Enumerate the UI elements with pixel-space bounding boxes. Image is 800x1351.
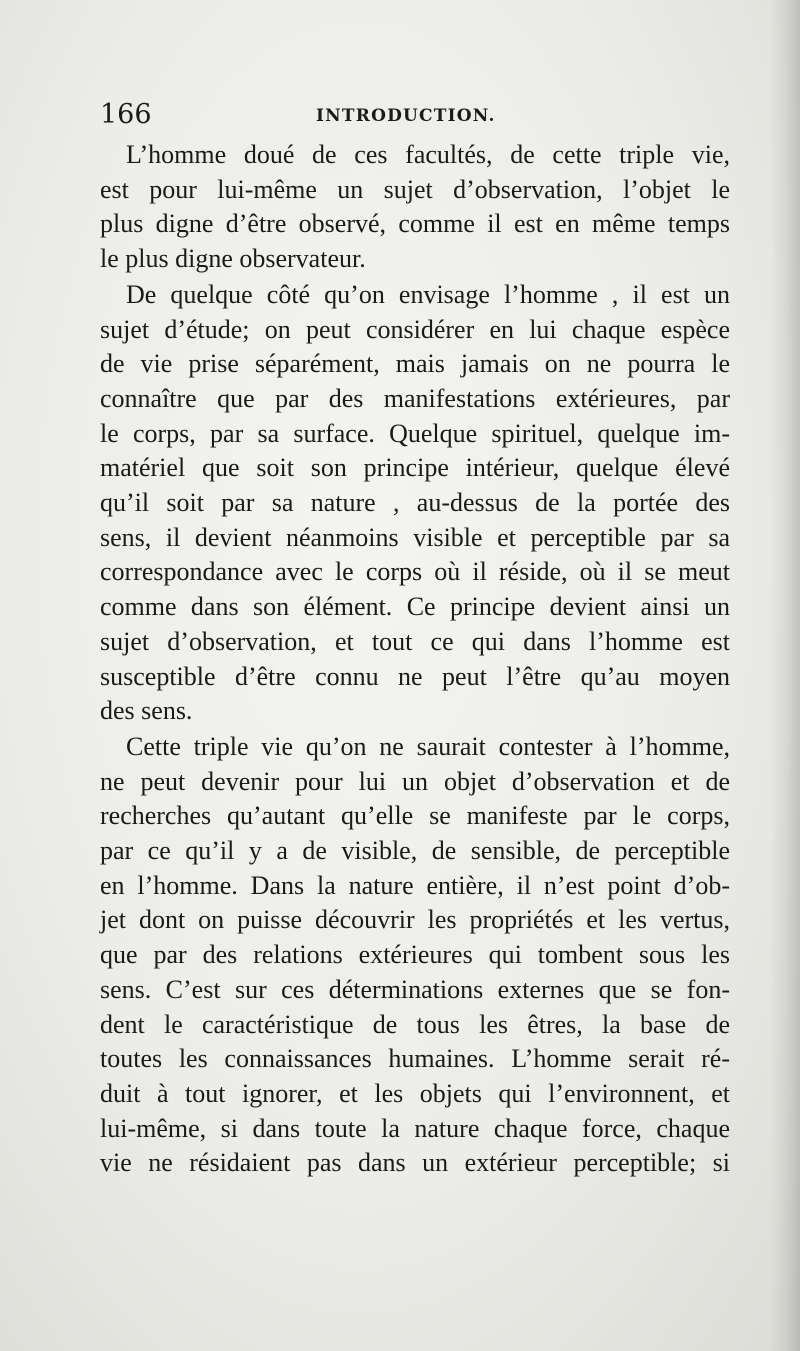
text-line: sens, il devient néanmoins visible et perceptible par sa [100, 522, 730, 552]
text-line: dent le caractéristique de tous les êtres, la base de [100, 1009, 730, 1039]
page-edge-shadow [770, 0, 800, 1351]
text-line: qu’il soit par sa nature , au-dessus de la portée des [100, 488, 730, 518]
text-line: matériel que soit son principe intérieur, quelque élevé [100, 453, 730, 483]
text-line: sujet d’observation, et tout ce qui dans l’homme est [100, 626, 730, 656]
text-line: que par des relations extérieures qui tombent sous les [100, 940, 730, 970]
text-line: sens. C’est sur ces déterminations externes que se fon- [100, 974, 730, 1004]
text-line: Cette triple vie qu’on ne saurait contester à l’homme, [126, 731, 730, 761]
text-line: sujet d’étude; on peut considérer en lui chaque espèce [100, 314, 730, 344]
text-line: toutes les connaissances humaines. L’homme serait ré- [100, 1044, 730, 1074]
text-line: jet dont on puisse découvrir les propriétés et les vertus, [100, 905, 730, 935]
text-line: est pour lui-même un sujet d’observation, l’objet le [100, 174, 730, 204]
text-line: comme dans son élément. Ce principe devient ainsi un [100, 592, 730, 622]
text-line: ne peut devenir pour lui un objet d’observation et de [100, 766, 730, 796]
text-line: connaître que par des manifestations extérieures, par [100, 383, 730, 413]
text-line: lui-même, si dans toute la nature chaque force, chaque [100, 1113, 730, 1143]
text-line: le plus digne observateur. [100, 244, 366, 274]
paragraph [100, 278, 730, 729]
text-line: susceptible d’être connu ne peut l’être qu’au moyen [100, 661, 730, 691]
paragraph [100, 730, 730, 1181]
text-line: plus digne d’être observé, comme il est en même temps [100, 209, 730, 239]
text-line: en l’homme. Dans la nature entière, il n’est point d’ob- [100, 870, 730, 900]
text-line: des sens. [100, 696, 193, 726]
page-header [100, 98, 730, 132]
page-number: 166 [100, 99, 152, 130]
paragraph [100, 138, 730, 277]
running-head: INTRODUCTION. [316, 106, 496, 126]
text-line: par ce qu’il y a de visible, de sensible, de perceptible [100, 836, 730, 866]
text-line: L’homme doué de ces facultés, de cette triple vie, [126, 140, 730, 169]
text-line: vie ne résidaient pas dans un extérieur perceptible; si [100, 1148, 730, 1178]
text-line: recherches qu’autant qu’elle se manifeste par le corps, [100, 801, 730, 831]
text-line: De quelque côté qu’on envisage l’homme , il est un [126, 279, 730, 309]
text-line: correspondance avec le corps où il réside, où il se meut [100, 557, 730, 587]
text-line: le corps, par sa surface. Quelque spirituel, quelque im- [100, 418, 730, 448]
text-line: de vie prise séparément, mais jamais on ne pourra le [100, 349, 730, 379]
text-line: duit à tout ignorer, et les objets qui l’environnent, et [100, 1078, 730, 1108]
body-text [100, 138, 730, 1182]
